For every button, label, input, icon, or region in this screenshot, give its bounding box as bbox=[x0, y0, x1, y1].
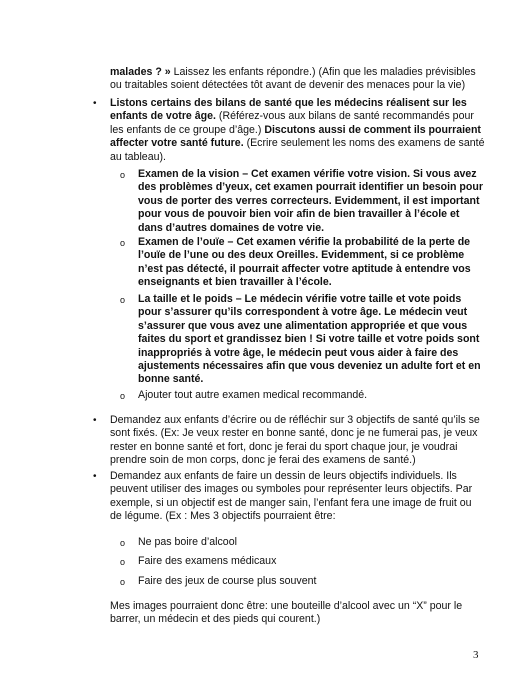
sub-item-taille-poids: La taille et le poids – Le médecin vérifie votre taille et vote poids pour s’assurer qu’ils correspondent à votre âge. Le médecin veut s’assurer que vous avez une alimentation appropriée et que vous faites du sport et grandissez bien ! Si votre taille et votre poids sont inappropriés à votre âge, le médecin peut vous aider à faire des ajustements nécessaires afin que vous deveniez un adulte fort et en bonne santé. bbox=[138, 293, 481, 386]
bullet-marker: • bbox=[93, 471, 97, 482]
bullet-bilans-sante bbox=[110, 97, 486, 164]
bullet1-bold-1: Listons certains des bilans de santé que les médecins réalisent sur les enfants de votre âge. bbox=[110, 97, 467, 123]
sub-marker: o bbox=[120, 538, 126, 548]
sub-item-ouie: Examen de l’ouïe – Cet examen vérifie la probabilité de la perte de l’ouïe de l’une ou des deux Oreilles. Evidemment, si ce problème n’est pas détecté, il pourrait affecter votre aptitude à entendre vos enseignants et bien travailler à l’école. bbox=[138, 236, 471, 289]
page-number: 3 bbox=[473, 649, 479, 661]
sub-marker: o bbox=[120, 170, 126, 180]
sub-marker: o bbox=[120, 295, 126, 305]
intro-paragraph bbox=[110, 66, 490, 93]
bullet1-bold-2: Discutons aussi de comment ils pourraient affecter votre santé future. bbox=[110, 123, 481, 150]
bullet-dessin-objectifs: Demandez aux enfants de faire un dessin de leurs objectifs individuels. Ils peuvent utiliser des images ou symboles pour représenter leurs objectifs. Par exemple, si un objectif est de manger sain, l’enfant fera une image de fruit ou de légume. (Ex : Mes 3 objectifs pourraient être: bbox=[110, 470, 473, 523]
bullet-objectifs-sante: Demandez aux enfants d’écrire ou de réfléchir sur 3 objectifs de santé qu’ils se sont fixés. (Ex: Je veux rester en bonne santé, donc je ne fumerai pas, je veux rester en bonne santé et fort, donc je ferai du sport chaque jour, je voudrai prendre soin de mon corps, donc je ferai des examens de santé.) bbox=[110, 414, 480, 467]
bullet-marker: • bbox=[93, 98, 97, 109]
sub-item-vision: Examen de la vision – Cet examen vérifie votre vision. Si vous avez des problèmes d’yeux, cet examen pourrait identifier un besoin pour vous de porter des verres correcteurs. Evidemment, il est important pour vous de pouvoir bien voir afin de bien travailler à l’école et dans d’autres domaines de votre vie. bbox=[138, 168, 483, 234]
closing-paragraph: Mes images pourraient donc être: une bouteille d’alcool avec un “X” pour le barrer, un médecin et des pieds qui courent.) bbox=[110, 600, 463, 626]
sub-item-alcool: Ne pas boire d’alcool bbox=[138, 536, 237, 548]
sub-marker: o bbox=[120, 557, 126, 567]
sub-item-jeux-course: Faire des jeux de course plus souvent bbox=[138, 575, 317, 587]
bullet1-text-1: (Référez-vous aux bilans de santé recommandés pour les enfants de ce groupe d’âge.) bbox=[110, 110, 474, 136]
sub-item-examens-medicaux: Faire des examens médicaux bbox=[138, 555, 277, 567]
bullet-marker: • bbox=[93, 415, 97, 426]
intro-text: Laissez les enfants répondre.) (Afin que les maladies prévisibles ou traitables soient détectées tôt avant de devenir des menaces pour la vie) bbox=[110, 66, 476, 92]
bullet1-text-2: (Ecrire seulement les noms des examens de santé au tableau). bbox=[110, 137, 485, 163]
sub-marker: o bbox=[120, 577, 126, 587]
intro-bold: malades ? » bbox=[110, 66, 171, 78]
sub-item-autre-examen: Ajouter tout autre examen medical recommandé. bbox=[138, 389, 368, 401]
sub-marker: o bbox=[120, 238, 126, 248]
sub-marker: o bbox=[120, 391, 126, 401]
